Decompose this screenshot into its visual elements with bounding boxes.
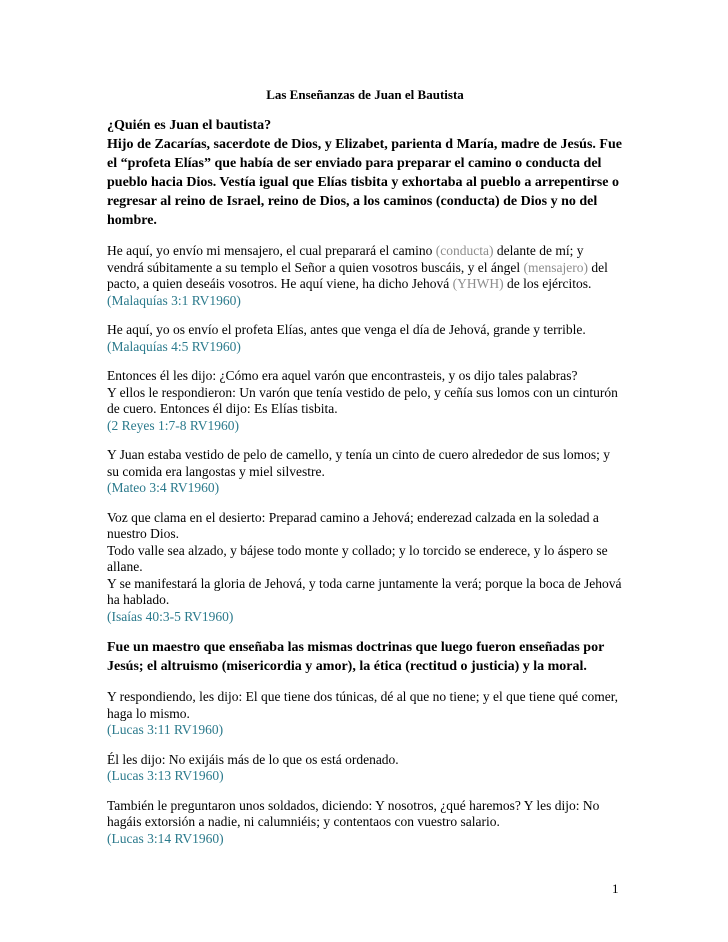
- verse-text-part: del pacto, a quien deseáis vosotros. He aquí viene, ha dicho Jehová: [107, 259, 608, 291]
- verse-text: [107, 243, 623, 293]
- verse-text: Y respondiendo, les dijo: El que tiene dos túnicas, dé al que no tiene; y el que tiene qué comer, haga lo mismo.: [107, 689, 619, 721]
- verse-reference: (Malaquías 4:5 RV1960): [107, 338, 241, 354]
- intro-answer: Hijo de Zacarías, sacerdote de Dios, y Elizabet, parienta d María, madre de Jesús. Fue el “profeta Elías” que había de ser enviado para preparar el camino o conducta del pueblo hacia Dios. Vestía igual que Elías tisbita y exhortaba al pueblo a arrepentirse o regresar al reino de Israel, reino de Dios, a los caminos (conducta) de Dios y no del hombre.: [107, 137, 622, 228]
- verse-reference: (Lucas 3:11 RV1960): [107, 722, 224, 737]
- verse-text: Él les dijo: No exijáis más de lo que os está ordenado.: [107, 751, 399, 767]
- verse-reference: (Malaquías 3:1 RV1960): [107, 292, 241, 308]
- document-page: [107, 86, 623, 860]
- verse-mateo-3-4: [107, 447, 623, 497]
- verse-text: También le preguntaron unos soldados, diciendo: Y nosotros, ¿qué haremos? Y les dijo: No hagáis extorsión a nadie, ni calumniéis; y contentaos con vuestro salario.: [107, 797, 600, 829]
- verse-text: He aquí, yo os envío el profeta Elías, antes que venga el día de Jehová, grande y terrible.: [107, 322, 586, 337]
- verse-text: Y Juan estaba vestido de pelo de camello, y tenía un cinto de cuero alrededor de sus lomos; y su comida era langostas y miel silvestre.: [107, 447, 610, 479]
- verse-aside: (conducta): [435, 243, 494, 258]
- verse-isaias-40-3-5: [107, 510, 623, 626]
- verse-text: Y se manifestará la gloria de Jehová, y toda carne juntamente la verá; porque la boca de Jehová ha hablado.: [107, 575, 622, 607]
- verse-reference: (Lucas 3:14 RV1960): [107, 830, 224, 846]
- verse-reference: (2 Reyes 1:7-8 RV1960): [107, 417, 240, 433]
- teacher-statement: Fue un maestro que enseñaba las mismas doctrinas que luego fueron enseñadas por Jesús; el altruismo (misericordia y amor), la ética (rectitud o justicia) y la moral.: [107, 640, 605, 674]
- verse-malaquias-3-1: [107, 243, 623, 309]
- intro-section: [107, 116, 623, 230]
- verse-malaquias-4-5: [107, 322, 623, 355]
- verse-text: Entonces él les dijo: ¿Cómo era aquel varón que encontrasteis, y os dijo tales palabras?: [107, 368, 578, 383]
- verse-reference: (Isaías 40:3-5 RV1960): [107, 608, 234, 624]
- verse-text: Todo valle sea alzado, y bájese todo monte y collado; y lo torcido se enderece, y lo áspero se allane.: [107, 542, 608, 574]
- verse-lucas-3-11: [107, 689, 623, 739]
- verse-aside: (YHWH): [452, 276, 504, 291]
- verse-2-reyes-1-7-8: [107, 368, 623, 434]
- verse-lucas-3-13: [107, 752, 623, 785]
- teacher-section: [107, 638, 623, 676]
- verse-text-part: de los ejércitos.: [503, 276, 592, 291]
- verse-reference: (Lucas 3:13 RV1960): [107, 768, 224, 783]
- verse-reference: (Mateo 3:4 RV1960): [107, 480, 220, 495]
- verse-text: Voz que clama en el desierto: Preparad camino a Jehová; enderezad calzada en la soledad a nuestro Dios.: [107, 509, 599, 541]
- verse-text-part: He aquí, yo envío mi mensajero, el cual preparará el camino: [107, 243, 436, 258]
- verse-text: Y ellos le respondieron: Un varón que tenía vestido de pelo, y ceñía sus lomos con un cinturón de cuero. Entonces él dijo: Es Elías tisbita.: [107, 384, 618, 416]
- intro-question: ¿Quién es Juan el bautista?: [107, 118, 272, 133]
- verse-text-part: delante de mí; y vendrá súbitamente a su templo el Señor a quien vosotros buscáis, y el ángel: [107, 243, 584, 275]
- document-title: Las Enseñanzas de Juan el Bautista: [266, 87, 464, 102]
- verse-aside: (mensajero): [523, 259, 588, 275]
- verse-lucas-3-14: [107, 798, 623, 848]
- page-number: 1: [612, 881, 619, 896]
